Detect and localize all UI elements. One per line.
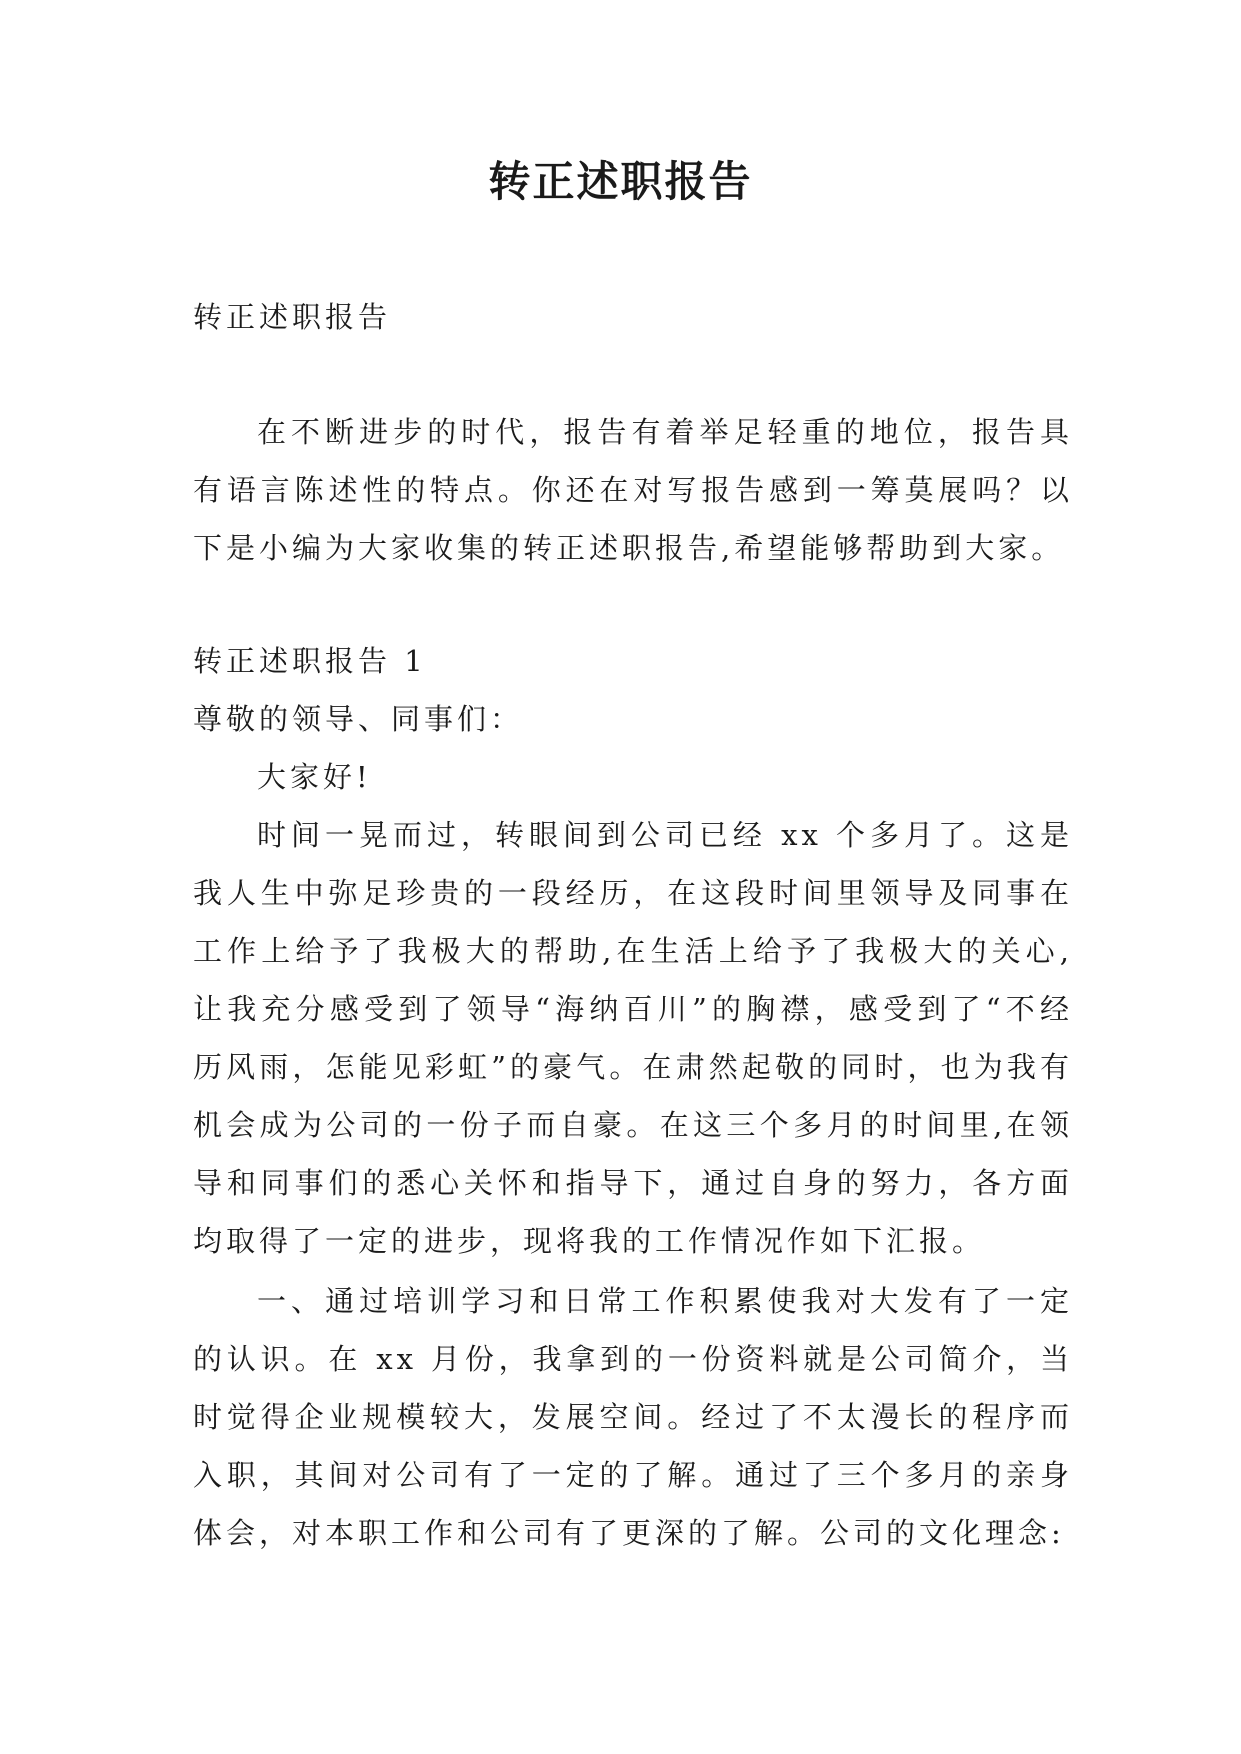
section-heading: 转正述职报告 1	[193, 644, 427, 678]
body-paragraph: 时间一晃而过，转眼间到公司已经 xx 个多月了。这是我人生中弥足珍贵的一段经历，在这段时间里领导及同事在工作上给予了我极大的帮助,在生活上给予了我极大的关心,让我充分感受到了领导“海纳百川”的胸襟，感受到了“不经历风雨，怎能见彩虹”的豪气。在肃然起敬的同时，也为我有机会成为公司的一份子而自豪。在这三个多月的时间里,在领导和同事们的悉心关怀和指导下，通过自身的努力，各方面均取得了一定的进步，现将我的工作情况作如下汇报。	[193, 818, 1073, 1258]
intro-paragraph: 在不断进步的时代，报告有着举足轻重的地位，报告具有语言陈述性的特点。你还在对写报告感到一筹莫展吗？以下是小编为大家收集的转正述职报告,希望能够帮助到大家。	[193, 415, 1073, 565]
salutation: 尊敬的领导、同事们：	[193, 702, 524, 736]
document-title: 转正述职报告	[488, 157, 753, 206]
greeting: 大家好!	[257, 760, 372, 794]
body-paragraph: 一、通过培训学习和日常工作积累使我对大发有了一定的认识。在 xx 月份，我拿到的一份资料就是公司简介，当时觉得企业规模较大，发展空间。经过了不太漫长的程序而入职，其间对公司有了一定的了解。通过了三个多月的亲身体会，对本职工作和公司有了更深的了解。公司的文化理念:	[193, 1284, 1073, 1550]
document-subtitle: 转正述职报告	[193, 300, 392, 334]
